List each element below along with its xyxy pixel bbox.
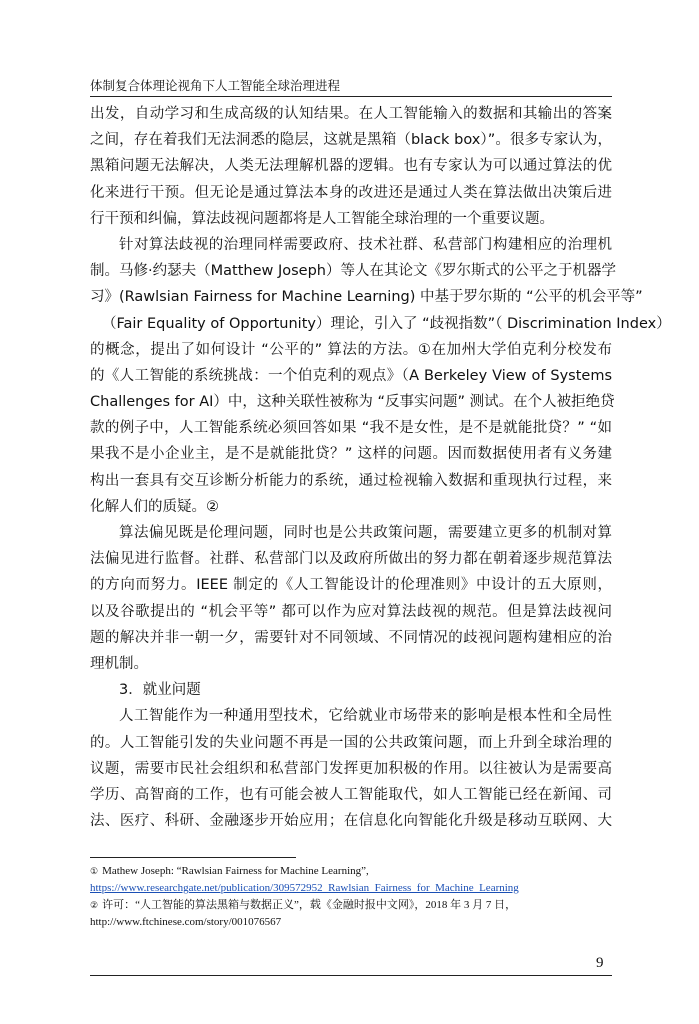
- text-line: 习》(Rawlsian Fairness for Machine Learning) 中基于罗尔斯的 “公平的机会平等”: [90, 289, 643, 306]
- text-line: 化来进行干预。但无论是通过算法本身的改进还是通过人类在算法做出决策后进: [90, 184, 612, 201]
- footnote-marker: ①: [90, 866, 99, 876]
- text-line: 的概念，提出了如何设计 “公平的” 算法的方法。①在加州大学伯克利分校发布: [90, 341, 612, 358]
- text-line: 法偏见进行监督。社群、私营部门以及政府所做出的努力都在朝着逐步规范算法: [90, 551, 612, 568]
- text-line: 法、医疗、科研、金融逐步开始应用；在信息化向智能化升级是移动互联网、大: [90, 813, 612, 830]
- footnote-text: Mathew Joseph: “Rawlsian Fairness for Machine Learning”,: [102, 865, 369, 877]
- text-line: 行干预和纠偏，算法歧视问题都将是人工智能全球治理的一个重要议题。: [90, 210, 554, 227]
- text-line: 之间，存在着我们无法洞悉的隐层，这就是黑箱（black box）”。很多专家认为，: [90, 132, 612, 149]
- section-heading: 3．就业问题: [119, 682, 201, 699]
- footnote-1-url-line: [90, 880, 620, 897]
- paragraph-start: 针对算法歧视的治理同样需要政府、技术社群、私营部门构建相应的治理机: [119, 236, 612, 253]
- paragraph-start: 人工智能作为一种通用型技术，它给就业市场带来的影响是根本性和全局性: [119, 708, 612, 725]
- footnote-1: [90, 863, 620, 880]
- text-line: 以及谷歌提出的 “机会平等” 都可以作为应对算法歧视的规范。但是算法歧视问: [90, 603, 612, 620]
- text-line: 制。马修·约瑟夫（Matthew Joseph）等人在其论文《罗尔斯式的公平之于机器学: [90, 263, 616, 280]
- footnote-link[interactable]: https://www.researchgate.net/publication/309572952_Rawlsian_Fairness_for_Machine_Learning: [90, 882, 519, 894]
- text-line: 理机制。: [90, 655, 148, 672]
- page-number: 9: [596, 955, 604, 971]
- text-line: 题的解决并非一朝一夕，需要针对不同领域、不同情况的歧视问题构建相应的治: [90, 629, 612, 646]
- text-line: 构出一套具有交互诊断分析能力的系统，通过检视输入数据和重现执行过程，来: [90, 472, 612, 489]
- text-line: 议题，需要市民社会组织和私营部门发挥更加积极的作用。以往被认为是需要高: [90, 760, 612, 777]
- text-line: Challenges for AI）中，这种关联性被称为 “反事实问题” 测试。在个人被拒绝贷: [90, 394, 615, 411]
- footnote-url: http://www.ftchinese.com/story/001076567: [90, 916, 282, 928]
- header-divider: [90, 96, 612, 97]
- footnote-2: [90, 897, 620, 914]
- body-text: [90, 101, 671, 834]
- text-line: 出发，自动学习和生成高级的认知结果。在人工智能输入的数据和其输出的答案: [90, 106, 612, 122]
- footnote-text: 许可：“人工智能的算法黑箱与数据正义”，载《金融时报中文网》，2018 年 3 月 7 日，: [102, 899, 517, 911]
- text-line: （Fair Equality of Opportunity）理论，引入了 “歧视指数”（ Discrimination Index）: [102, 315, 671, 332]
- text-line: 的方向而努力。IEEE 制定的《人工智能设计的伦理准则》中设计的五大原则，: [90, 577, 612, 594]
- text-line: 果我不是小企业主，是不是就能批贷？” 这样的问题。因而数据使用者有义务建: [90, 446, 612, 463]
- footnotes: [90, 863, 620, 931]
- footer-divider: [90, 975, 612, 976]
- text-line: 的。人工智能引发的失业问题不再是一国的公共政策问题，而上升到全球治理的: [90, 734, 612, 751]
- text-line: 款的例子中，人工智能系统必须回答如果 “我不是女性，是不是就能批贷？” “如: [90, 420, 612, 437]
- text-line: 学历、高智商的工作，也有可能会被人工智能取代，如人工智能已经在新闻、司: [90, 786, 612, 803]
- footnote-divider: [90, 857, 296, 858]
- text-line: 化解人们的质疑。②: [90, 498, 219, 515]
- footnote-2-url-line: [90, 914, 620, 931]
- paragraph-start: 算法偏见既是伦理问题，同时也是公共政策问题，需要建立更多的机制对算: [119, 525, 612, 541]
- text-line: 黑箱问题无法解决，人类无法理解机器的逻辑。也有专家认为可以通过算法的优: [90, 158, 612, 175]
- running-header: 体制复合体理论视角下人工智能全球治理进程: [90, 78, 341, 93]
- text-line: 的《人工智能的系统挑战：一个伯克利的观点》（A Berkeley View of Systems: [90, 367, 612, 384]
- footnote-marker: ②: [90, 900, 99, 910]
